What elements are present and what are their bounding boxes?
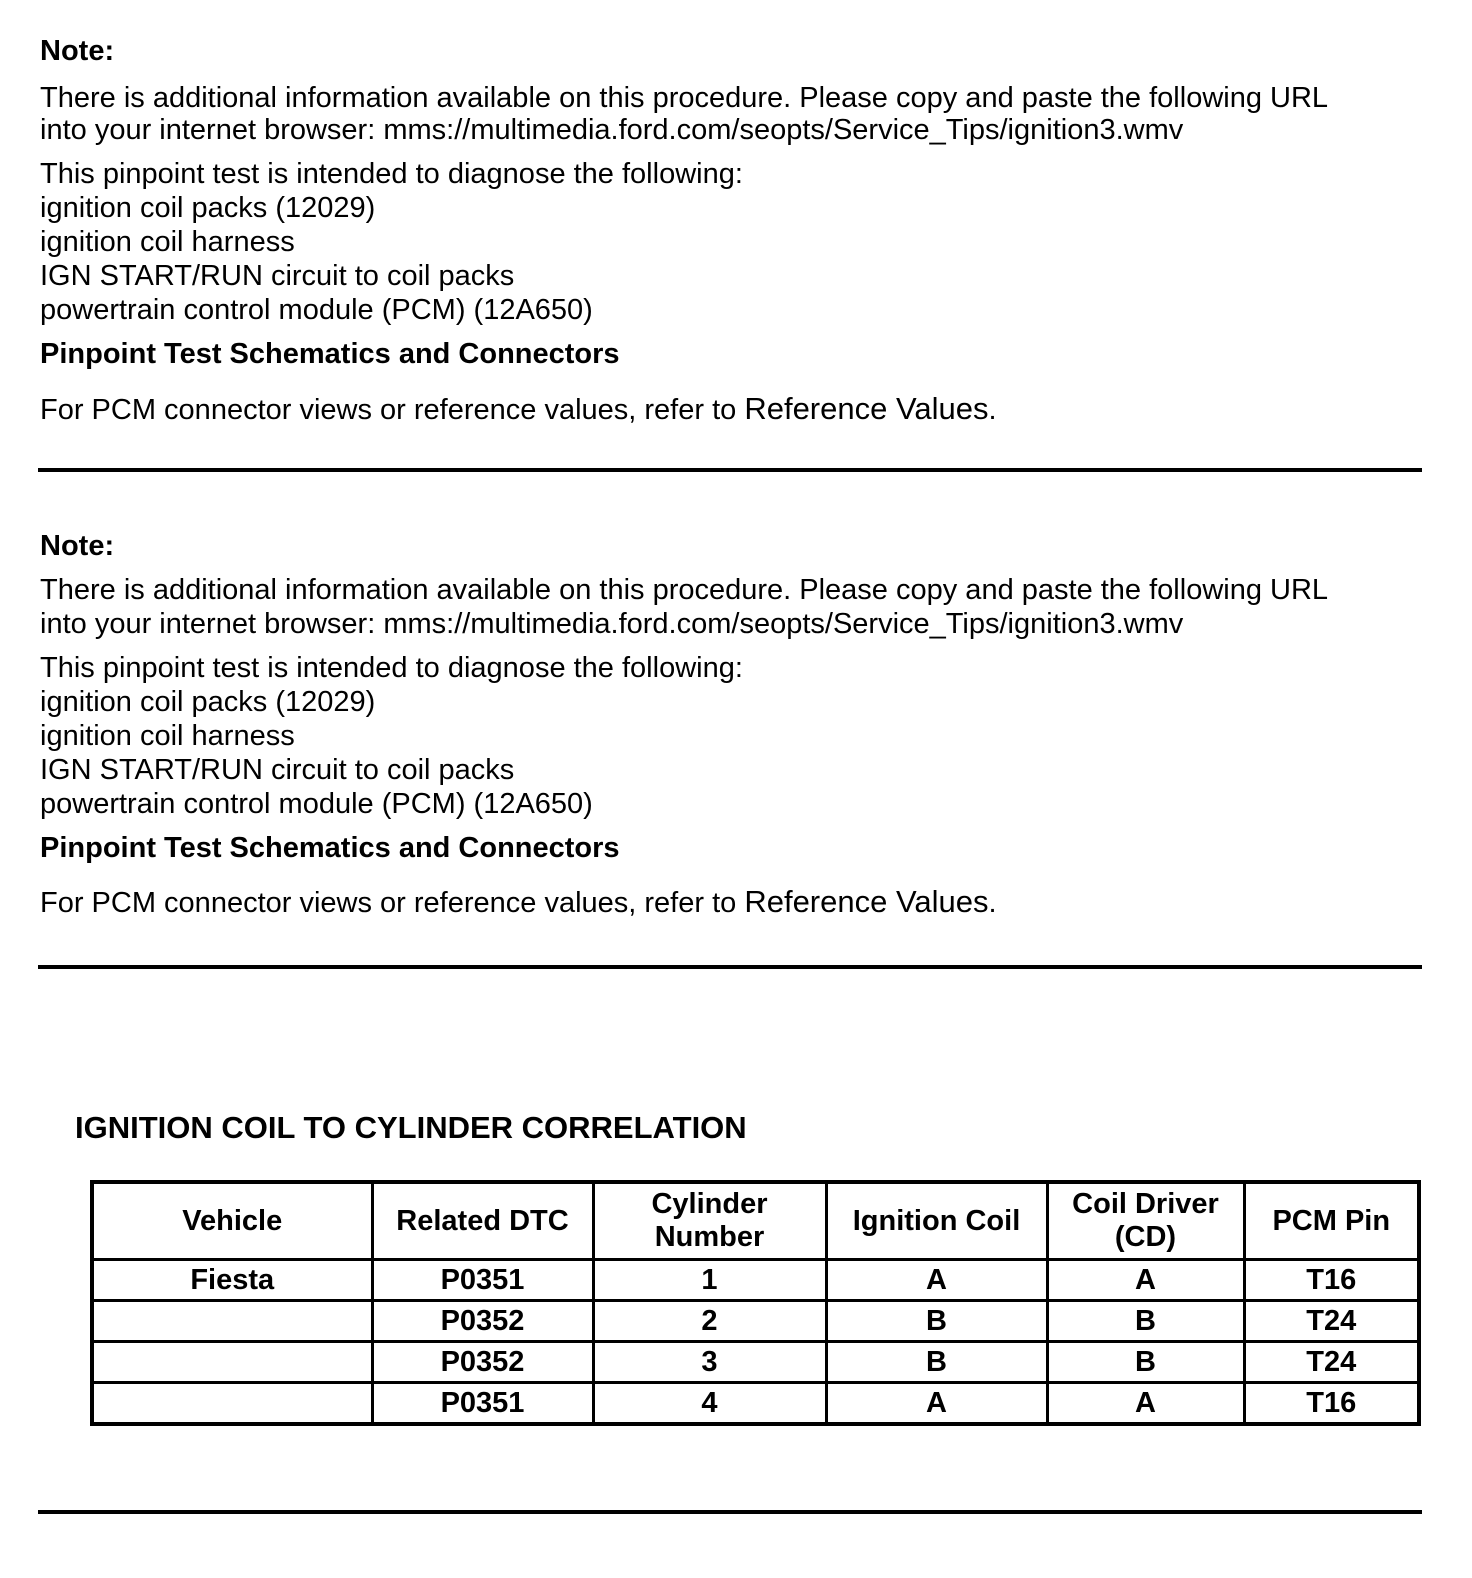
cell-ignition-coil: B <box>826 1342 1047 1383</box>
cell-ignition-coil: A <box>826 1383 1047 1425</box>
note-label: Note: <box>40 35 115 67</box>
cell-cylinder-number: 4 <box>593 1383 826 1425</box>
reference-values-link[interactable]: Reference Values <box>744 884 989 919</box>
cell-cylinder-number: 2 <box>593 1301 826 1342</box>
table-row <box>92 1301 1419 1342</box>
table-row <box>92 1260 1419 1301</box>
reference-prefix: For PCM connector views or reference values, refer to <box>40 394 745 426</box>
cell-cylinder-number: 3 <box>593 1342 826 1383</box>
section-divider <box>38 468 1422 472</box>
cell-vehicle <box>92 1383 372 1425</box>
table-row <box>92 1383 1419 1425</box>
table-header-row <box>92 1182 1419 1260</box>
cell-related-dtc: P0352 <box>372 1342 593 1383</box>
diagnose-item: IGN START/RUN circuit to coil packs <box>40 260 515 292</box>
diagnose-item: ignition coil packs (12029) <box>40 686 376 718</box>
reference-sentence <box>40 392 997 427</box>
diagnose-item: powertrain control module (PCM) (12A650) <box>40 788 593 820</box>
diagnose-intro: This pinpoint test is intended to diagnose the following: <box>40 652 743 684</box>
column-header-coil-driver: Coil Driver (CD) <box>1047 1182 1244 1260</box>
cell-pcm-pin: T24 <box>1244 1301 1419 1342</box>
cell-ignition-coil: B <box>826 1301 1047 1342</box>
cell-cylinder-number: 1 <box>593 1260 826 1301</box>
section-divider <box>38 1510 1422 1514</box>
cell-coil-driver: A <box>1047 1383 1244 1425</box>
cell-ignition-coil: A <box>826 1260 1047 1301</box>
note-label: Note: <box>40 530 115 562</box>
cell-coil-driver: B <box>1047 1342 1244 1383</box>
cell-pcm-pin: T16 <box>1244 1383 1419 1425</box>
cell-vehicle <box>92 1301 372 1342</box>
column-header-cylinder-number: Cylinder Number <box>593 1182 826 1260</box>
column-header-pcm-pin: PCM Pin <box>1244 1182 1419 1260</box>
cell-pcm-pin: T16 <box>1244 1260 1419 1301</box>
diagnose-item: ignition coil packs (12029) <box>40 192 376 224</box>
schematics-heading: Pinpoint Test Schematics and Connectors <box>40 832 620 864</box>
column-header-related-dtc: Related DTC <box>372 1182 593 1260</box>
column-header-vehicle: Vehicle <box>92 1182 372 1260</box>
note-text-line-2: into your internet browser: mms://multimedia.ford.com/seopts/Service_Tips/ignition3.wmv <box>40 114 1184 146</box>
note-text-line-2: into your internet browser: mms://multimedia.ford.com/seopts/Service_Tips/ignition3.wmv <box>40 608 1184 640</box>
cell-vehicle <box>92 1342 372 1383</box>
reference-sentence <box>40 885 997 920</box>
column-header-ignition-coil: Ignition Coil <box>826 1182 1047 1260</box>
ignition-coil-correlation-table <box>90 1180 1421 1426</box>
cell-vehicle: Fiesta <box>92 1260 372 1301</box>
reference-values-link[interactable]: Reference Values <box>744 391 989 426</box>
schematics-heading: Pinpoint Test Schematics and Connectors <box>40 338 620 370</box>
table-title: IGNITION COIL TO CYLINDER CORRELATION <box>75 1110 747 1145</box>
section-divider <box>38 965 1422 969</box>
diagnose-item: powertrain control module (PCM) (12A650) <box>40 294 593 326</box>
reference-suffix: . <box>988 887 997 919</box>
diagnose-item: IGN START/RUN circuit to coil packs <box>40 754 515 786</box>
diagnose-item: ignition coil harness <box>40 720 295 752</box>
cell-coil-driver: A <box>1047 1260 1244 1301</box>
cell-coil-driver: B <box>1047 1301 1244 1342</box>
note-text-line-1: There is additional information available on this procedure. Please copy and paste the following URL <box>40 574 1329 606</box>
diagnose-item: ignition coil harness <box>40 226 295 258</box>
cell-pcm-pin: T24 <box>1244 1342 1419 1383</box>
reference-prefix: For PCM connector views or reference values, refer to <box>40 887 745 919</box>
table-row <box>92 1342 1419 1383</box>
note-text-line-1: There is additional information available on this procedure. Please copy and paste the following URL <box>40 82 1329 114</box>
reference-suffix: . <box>988 394 997 426</box>
cell-related-dtc: P0351 <box>372 1260 593 1301</box>
cell-related-dtc: P0351 <box>372 1383 593 1425</box>
diagnose-intro: This pinpoint test is intended to diagnose the following: <box>40 158 743 190</box>
cell-related-dtc: P0352 <box>372 1301 593 1342</box>
